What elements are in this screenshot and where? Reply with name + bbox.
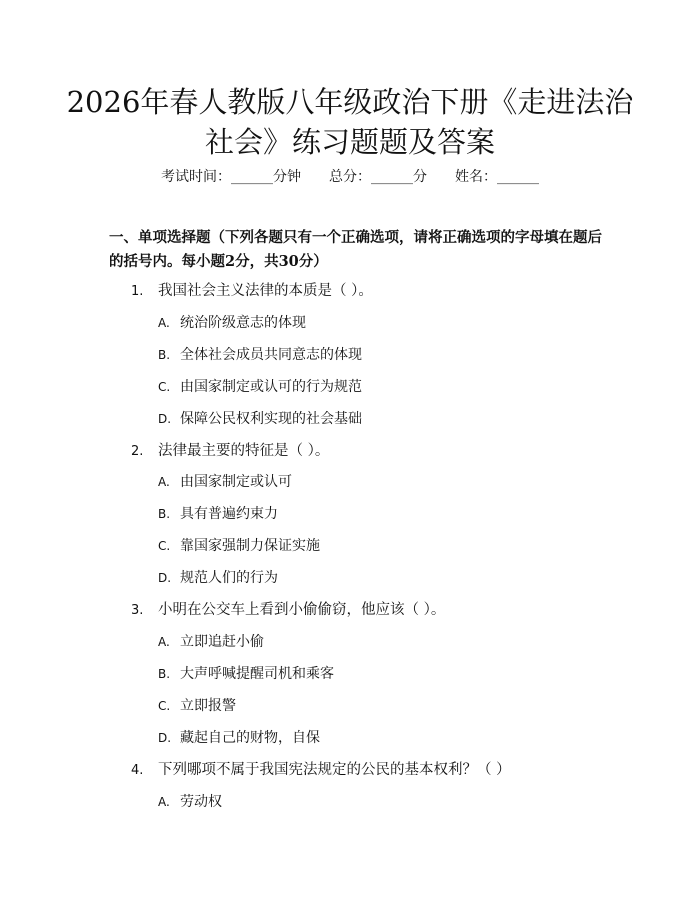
- option-4a: [158, 791, 222, 813]
- option-3b: [158, 663, 334, 685]
- option-letter: A.: [158, 795, 170, 809]
- question-text: 小明在公交车上看到小偷偷窃，他应该（ ）。: [158, 602, 446, 618]
- option-1a: [158, 312, 306, 334]
- option-letter: B.: [158, 348, 171, 362]
- exam-meta: 考试时间：______分钟 总分：______分 姓名：______: [161, 169, 539, 185]
- option-text: 藏起自己的财物，自保: [180, 730, 320, 746]
- option-text: 规范人们的行为: [180, 570, 278, 586]
- option-3d: [158, 727, 320, 749]
- option-1b: [158, 344, 362, 366]
- option-3c: [158, 695, 236, 717]
- question-text: 我国社会主义法律的本质是（ ）。: [158, 283, 373, 299]
- option-text: 保障公民权利实现的社会基础: [180, 411, 362, 427]
- option-letter: D.: [158, 571, 172, 585]
- question-4: [131, 759, 511, 782]
- option-text: 立即追赶小偷: [180, 634, 264, 650]
- option-letter: C.: [158, 539, 171, 553]
- option-2b: [158, 503, 278, 525]
- option-letter: A.: [158, 475, 170, 489]
- title-line-1: 2026年春人教版八年级政治下册《走进法治: [66, 85, 634, 119]
- option-text: 全体社会成员共同意志的体现: [180, 347, 362, 363]
- question-number: 3.: [131, 603, 144, 618]
- option-1d: [158, 408, 362, 430]
- option-text: 统治阶级意志的体现: [180, 315, 306, 331]
- option-text: 靠国家强制力保证实施: [180, 538, 320, 554]
- question-1: [131, 280, 373, 303]
- option-letter: B.: [158, 667, 171, 681]
- option-letter: A.: [158, 635, 170, 649]
- question-text: 法律最主要的特征是（ ）。: [158, 443, 330, 459]
- option-text: 具有普遍约束力: [180, 506, 278, 522]
- option-1c: [158, 376, 362, 398]
- option-letter: C.: [158, 699, 171, 713]
- option-letter: C.: [158, 380, 171, 394]
- option-3a: [158, 631, 264, 653]
- question-number: 1.: [131, 284, 144, 299]
- option-text: 大声呼喊提醒司机和乘客: [180, 666, 334, 682]
- question-text: 下列哪项不属于我国宪法规定的公民的基本权利？（ ）: [158, 762, 511, 778]
- option-letter: A.: [158, 316, 170, 330]
- question-number: 2.: [131, 444, 144, 459]
- document-title: [0, 82, 700, 162]
- option-text: 由国家制定或认可的行为规范: [180, 379, 362, 395]
- option-text: 立即报警: [180, 698, 236, 714]
- option-text: 劳动权: [180, 794, 222, 810]
- question-number: 4.: [131, 763, 144, 778]
- option-2c: [158, 535, 320, 557]
- option-text: 由国家制定或认可: [180, 474, 292, 490]
- option-letter: D.: [158, 412, 172, 426]
- question-3: [131, 599, 445, 622]
- title-line-2: 社会》练习题题及答案: [204, 125, 495, 159]
- option-letter: D.: [158, 731, 172, 745]
- question-2: [131, 440, 329, 463]
- section-heading: 一、单项选择题（下列各题只有一个正确选项，请将正确选项的字母填在题后的括号内。每小题2分，共30分）: [109, 229, 602, 270]
- option-2a: [158, 471, 292, 493]
- option-letter: B.: [158, 507, 171, 521]
- option-2d: [158, 567, 278, 589]
